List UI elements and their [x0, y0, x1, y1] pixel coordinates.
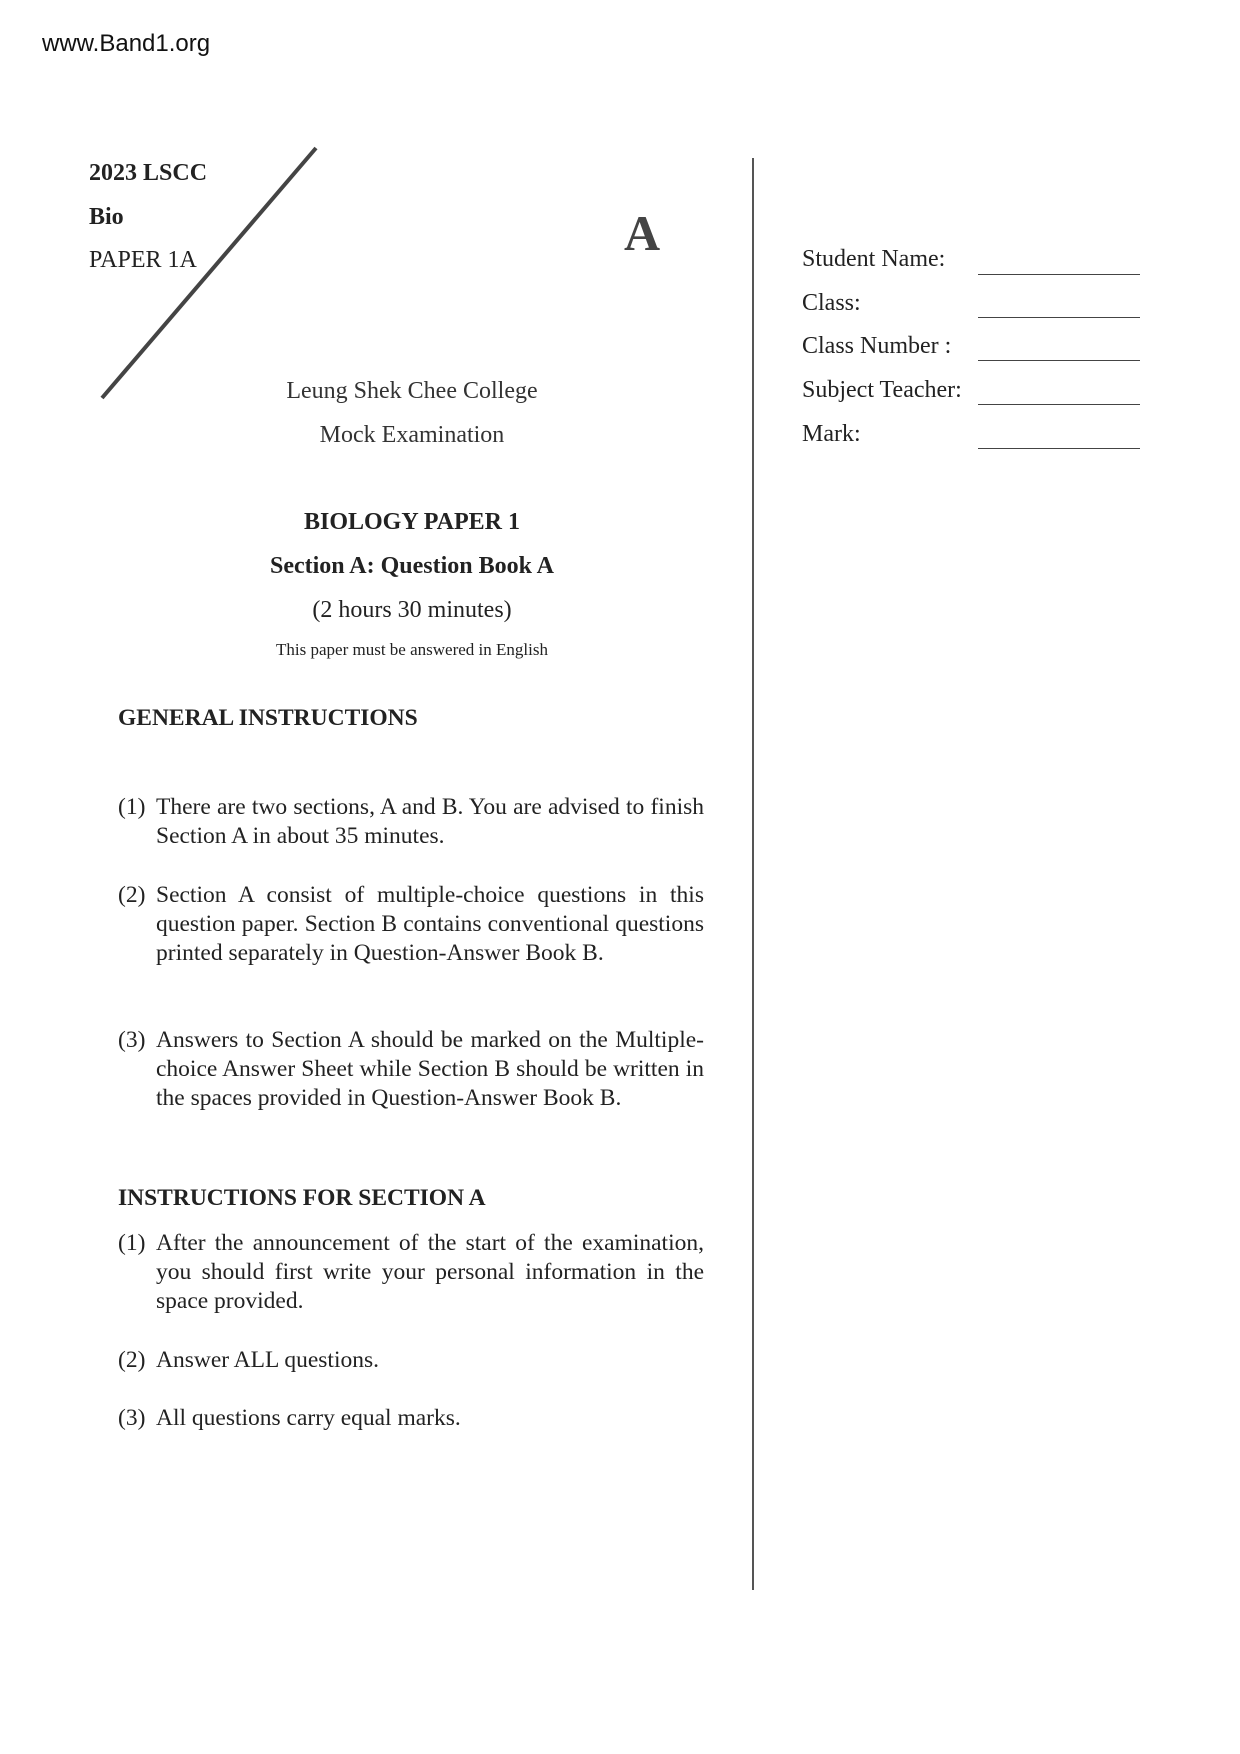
item-text: There are two sections, A and B. You are advised to finish Section A in about 35 minutes. [156, 794, 704, 849]
mark-label: Mark: [802, 421, 861, 447]
section-title: Section A: Question Book A [269, 553, 555, 579]
watermark-url: www.Band1.org [42, 30, 211, 57]
duration: (2 hours 30 minutes) [312, 597, 512, 623]
section-a-heading: INSTRUCTIONS FOR SECTION A [118, 1185, 486, 1211]
language-note: This paper must be answered in English [276, 640, 548, 659]
student-name-field[interactable] [978, 274, 1140, 275]
item-number: (2) [118, 882, 146, 908]
general-instruction-1 [118, 793, 704, 851]
general-instruction-3 [118, 1026, 704, 1113]
subject: Bio [89, 204, 124, 230]
student-name-label: Student Name: [802, 246, 946, 272]
item-text: After the announcement of the start of the examination, you should first write your personal information in the space provided. [156, 1230, 704, 1314]
item-number: (3) [118, 1405, 146, 1431]
item-number: (2) [118, 1347, 146, 1373]
school-name: Leung Shek Chee College [286, 378, 538, 404]
general-instruction-2 [118, 881, 704, 968]
paper-code: PAPER 1A [89, 247, 197, 273]
mark-field[interactable] [978, 448, 1140, 449]
book-letter: A [624, 205, 661, 261]
item-text: Answer ALL questions. [156, 1347, 380, 1373]
item-number: (3) [118, 1027, 146, 1053]
item-text: Section A consist of multiple-choice questions in this question paper. Section B contains conventional questions printed separately in Question-Answer Book B. [156, 882, 704, 966]
item-text: All questions carry equal marks. [156, 1405, 461, 1431]
general-instructions-heading: GENERAL INSTRUCTIONS [118, 705, 418, 731]
subject-teacher-label: Subject Teacher: [802, 377, 962, 403]
divider-line [752, 158, 754, 1590]
class-number-label: Class Number : [802, 333, 952, 359]
class-label: Class: [802, 290, 861, 316]
item-number: (1) [118, 794, 146, 820]
paper-title: BIOLOGY PAPER 1 [303, 509, 520, 535]
class-number-field[interactable] [978, 360, 1140, 361]
section-a-instruction-1 [118, 1229, 704, 1316]
class-field[interactable] [978, 317, 1140, 318]
section-a-instruction-2 [118, 1346, 704, 1375]
section-a-instruction-3 [118, 1404, 704, 1433]
item-number: (1) [118, 1230, 146, 1256]
year-code: 2023 LSCC [89, 160, 208, 186]
item-text: Answers to Section A should be marked on the Multiple-choice Answer Sheet while Section B should be written in the spaces provided in Question-Answer Book B. [156, 1027, 704, 1111]
exam-name: Mock Examination [319, 422, 505, 448]
diagonal-slash [0, 0, 400, 420]
subject-teacher-field[interactable] [978, 404, 1140, 405]
